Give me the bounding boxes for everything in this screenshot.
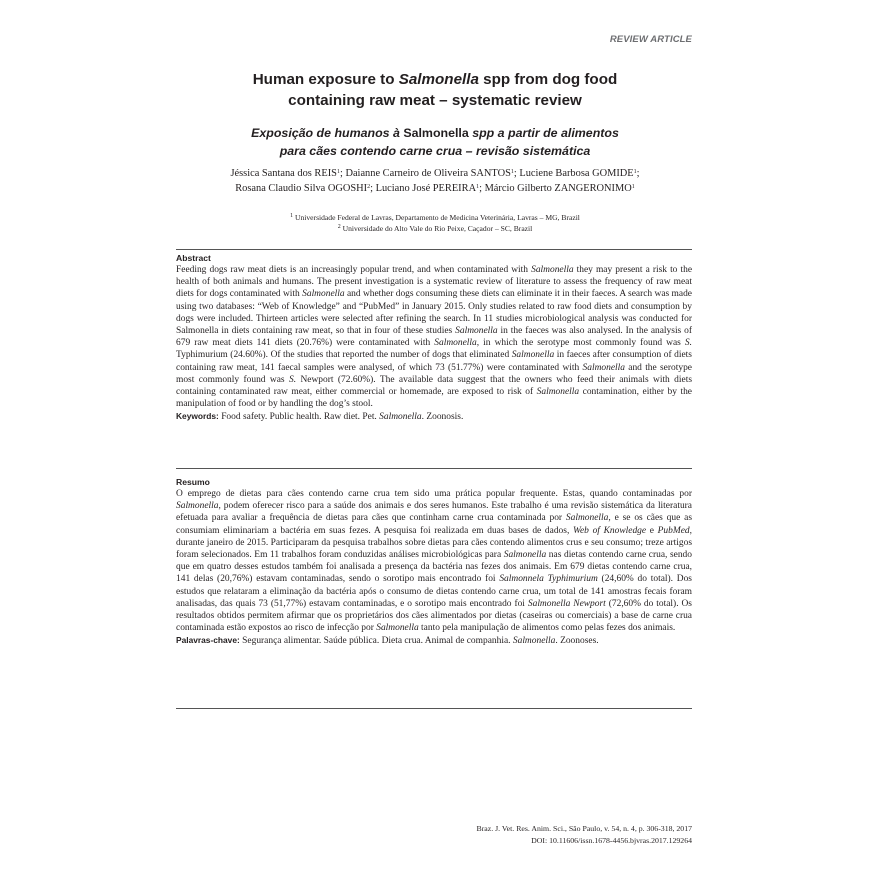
divider-top	[176, 249, 692, 250]
abstract-text-italic: Salmonella	[531, 265, 574, 275]
resumo-text-run: nas dietas contendo carne crua, sendo que em quatro desses estudos também foi analisada a presença da bactéria nas fezes dos animais. Em 679 dietas contendo carne crua, 141 delas (20,76%) estavam contaminadas, sendo o sorotipo mais encontrado foi	[176, 550, 692, 585]
resumo-text-run: , e se os cães que as consumiam eliminariam a bactéria em suas fezes. A pesquisa foi realizada em duas bases de dados,	[176, 513, 693, 536]
keyword-run: Food safety. Public health. Raw diet. Pet.	[218, 412, 380, 423]
article-subtitle	[160, 124, 710, 160]
keywords-text	[219, 412, 463, 422]
abstract-text-run: in faeces after consumption of diets containing raw meat, 141 faecal samples were analysed, of which 73 (51.77%) were contaminated with	[176, 350, 692, 373]
author-name: Jéssica Santana dos REIS	[230, 168, 337, 179]
abstract-text-run: Feeding dogs raw meat diets is an increasingly popular trend, and when contaminated with	[176, 265, 532, 275]
page-footer	[477, 823, 693, 846]
affiliations	[160, 212, 710, 234]
abstract-text-run: in the faeces was also analysed. In the analysis of 679 raw meat diets 141 diets (20.76%) were contaminated with	[176, 326, 692, 349]
resumo-text	[176, 488, 692, 634]
affiliation-1: $^1$ Universidade Federal de Lavras, Departamento de Medicina Veterinária, Lavras – MG, Brazil	[290, 213, 580, 222]
abstract-text-run: Typhimurium (24.60%). Of the studies that reported the number of dogs that eliminated	[176, 350, 512, 361]
abstract-section	[176, 252, 692, 424]
abstract-text-run: contamination, either by the manipulation of food or by handling the dog’s stool.	[176, 387, 692, 410]
abstract-text-run: and whether dogs consuming these diets can eliminate it in their faeces. A search was made using two databases: “Web of Knowledge” and “PubMed” in January 2015. Only studies related to raw food diets and consumption by dogs were included. Thirteen articles were selected after refining the search. In 11 studies microbiological analysis was conducted for Salmonella in diets containing raw meat, so that in four of these studies	[176, 289, 692, 337]
palavras-chave-label: Palavras-chave:	[176, 635, 240, 646]
resumo-text-italic: Salmonella Newport	[527, 598, 606, 609]
resumo-text-run: e	[646, 525, 658, 536]
resumo-section	[176, 476, 692, 648]
resumo-keywords	[176, 634, 692, 647]
resumo-text-run: O emprego de dietas para cães contendo carne crua tem sido uma prática popular frequente. Estas, quando contaminadas por	[176, 489, 692, 499]
resumo-text-italic: Salmonella	[376, 623, 419, 634]
author-name: ; Luciano José PEREIRA	[370, 183, 477, 194]
resumo-text-run: tanto pela manipulação de alimentos como pelas fezes dos animais.	[418, 623, 676, 634]
divider-middle	[176, 468, 692, 469]
abstract-text-italic: Salmonella	[582, 362, 625, 373]
palavra-chave-italic: Salmonella	[512, 636, 556, 647]
subtitle-line-1: Exposição de humanos à Salmonella spp a partir de alimentos	[251, 126, 619, 140]
palavras-chave-text	[240, 636, 599, 646]
author-name: ; Márcio Gilberto ZANGERONIMO	[479, 183, 632, 194]
resumo-text-run: , durante janeiro de 2015. Participaram da pesquisa trabalhos sobre dietas para cães contendo alimentos crus e seu consumo; treze artigos foram selecionados. Em 11 trabalhos foram conduzidas análises microbiológicas para	[176, 525, 692, 561]
abstract-text-run: Newport (72.60%). The available data suggest that the owners who feed their animals with diets containing contaminated raw meat, either commercial or homemade, are exposed to risk of	[176, 374, 692, 398]
author-line-2	[160, 181, 710, 196]
resumo-text-italic: PubMed	[657, 525, 690, 536]
resumo-text-italic: Salmonnela Typhimurium	[499, 574, 598, 585]
abstract-text-italic: Salmonella	[536, 387, 580, 398]
abstract-text-run: they may present a risk to the health of both animals and humans. The present investigation is a systematic review of literature to assess the frequency of raw meat diets for dogs contaminated with	[176, 265, 693, 300]
abstract-text-italic: Salmonella	[302, 289, 345, 300]
abstract-text-italic: S.	[289, 374, 297, 385]
abstract-keywords	[176, 410, 692, 423]
resumo-text-italic: Salmonella	[565, 513, 609, 524]
abstract-heading: Abstract	[176, 253, 211, 263]
abstract-text-italic: Salmonella	[511, 350, 555, 361]
affiliation-2: $^2$ Universidade do Alto Vale do Rio Peixe, Caçador – SC, Brazil	[337, 224, 533, 233]
resumo-heading: Resumo	[176, 477, 210, 487]
author-name: Rosana Claudio Silva OGOSHI	[235, 183, 368, 194]
journal-citation: Braz. J. Vet. Res. Anim. Sci., São Paulo, v. 54, n. 4, p. 306-318, 2017	[476, 824, 692, 833]
keyword-italic: Salmonella	[379, 412, 422, 423]
author-name: ; Daianne Carneiro de Oliveira SANTOS	[339, 168, 511, 179]
author-line-1	[160, 166, 710, 181]
resumo-text-run: (72,60% do total). Os resultados obtidos permitem afirmar que os proprietários dos cães alimentados por dietas (caseiras ou comerciais) a base de carne crua contaminada estão expostos ao risco de infecção por	[176, 598, 692, 634]
palavra-chave-run: . Zoonoses.	[555, 636, 599, 647]
affiliation-marker: 1	[633, 169, 637, 175]
subtitle-line-2: para cães contendo carne crua – revisão sistemática	[279, 144, 591, 158]
abstract-text-italic: S.	[684, 338, 692, 349]
palavra-chave-run: Segurança alimentar. Saúde pública. Dieta crua. Animal de companhia.	[239, 636, 513, 647]
keyword-run: . Zoonosis.	[421, 412, 464, 423]
affiliation-marker: 1	[510, 169, 514, 175]
author-name: ; Luciene Barbosa GOMIDE	[513, 168, 634, 179]
resumo-text-run: (24,60% do total). Dos estudos que relataram a eliminação da bactéria após o consumo de dietas contendo carne crua, um total de 141 amostras fecais foram analisadas, das quais 73 (51,77%) estavam contaminadas, e o sorotipo mais encontrado foi	[176, 574, 692, 609]
article-title	[160, 70, 710, 111]
title-line-2: containing raw meat – systematic review	[288, 91, 582, 109]
abstract-text-run: , in which the serotype most commonly found was	[476, 338, 685, 349]
divider-bottom	[176, 708, 692, 709]
resumo-text-italic: Salmonella	[176, 501, 219, 512]
author-list	[160, 166, 710, 196]
resumo-text-run: , podem oferecer risco para a saúde dos animais e dos seres humanos. Este trabalho é uma revisão sistemática da literatura efetuada para avaliar a frequência de dietas para cães que continham carne crua contaminada por	[176, 501, 692, 524]
title-line-1: Human exposure to Salmonella spp from dog food	[252, 71, 618, 88]
resumo-text-italic: Salmonella	[503, 550, 547, 561]
author-name: ;	[636, 168, 640, 179]
keywords-label: Keywords:	[176, 411, 219, 422]
doi: DOI: 10.11606/issn.1678-4456.bjvras.2017.129264	[531, 835, 692, 845]
affiliation-marker: 1	[476, 184, 480, 190]
abstract-text-italic: Salmonella	[434, 338, 477, 349]
affiliation-marker: 1	[631, 184, 635, 190]
abstract-text	[176, 264, 692, 410]
abstract-text-run: and the serotype most commonly found was	[176, 362, 692, 385]
abstract-text-italic: Salmonella	[455, 326, 498, 337]
affiliation-marker: 2	[367, 184, 371, 190]
section-label: REVIEW ARTICLE	[609, 34, 692, 45]
affiliation-marker: 1	[336, 169, 340, 175]
resumo-text-italic: Web of Knowledge	[573, 525, 647, 536]
